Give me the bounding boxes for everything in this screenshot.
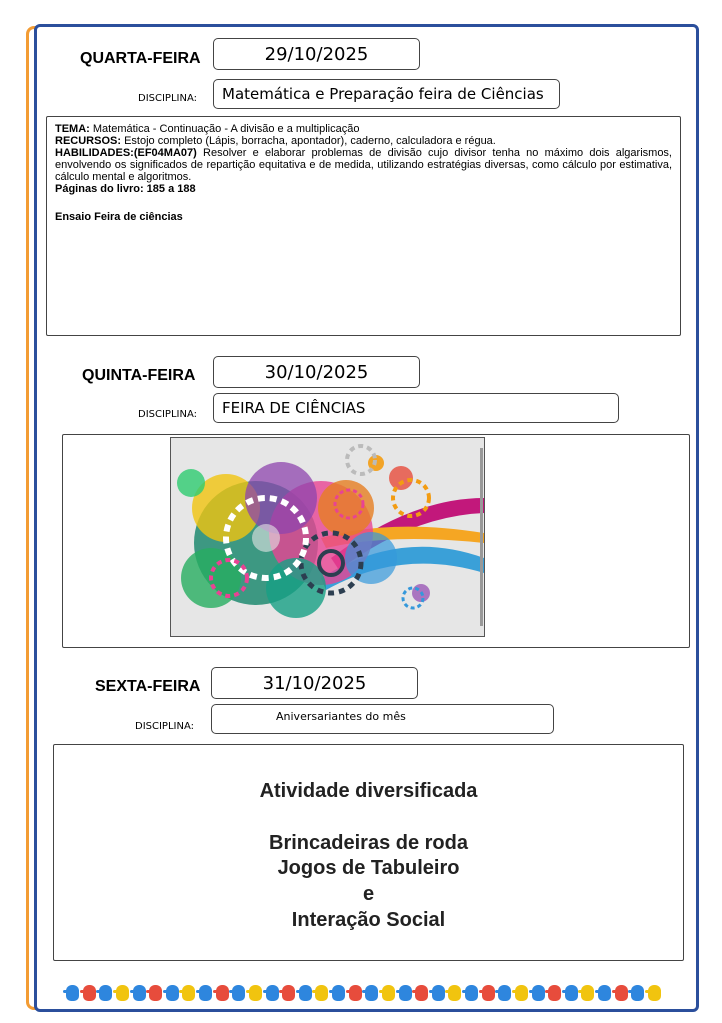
hand-icon xyxy=(382,985,395,1001)
hand-icon xyxy=(116,985,129,1001)
hand-icon xyxy=(66,985,79,1001)
hand-icon xyxy=(149,985,162,1001)
activity-line-2: Brincadeiras de roda xyxy=(269,832,468,854)
hand-icon xyxy=(648,985,661,1001)
gears-illustration xyxy=(171,438,484,636)
hand-icon xyxy=(399,985,412,1001)
hand-icon xyxy=(249,985,262,1001)
hand-icon xyxy=(133,985,146,1001)
hand-icon xyxy=(631,985,644,1001)
discipline-label-wednesday: DISCIPLINA: xyxy=(138,93,197,104)
date-box-friday: 31/10/2025 xyxy=(211,667,418,699)
hands-border-decoration xyxy=(66,985,661,1005)
date-box-wednesday: 29/10/2025 xyxy=(213,38,420,70)
discipline-box-thursday: FEIRA DE CIÊNCIAS xyxy=(213,393,619,423)
hand-icon xyxy=(515,985,528,1001)
hand-icon xyxy=(99,985,112,1001)
paginas-line: Páginas do livro: 185 a 188 xyxy=(55,183,196,195)
hand-icon xyxy=(365,985,378,1001)
day-title-thursday: QUINTA-FEIRA xyxy=(82,367,196,384)
hand-icon xyxy=(282,985,295,1001)
hand-icon xyxy=(615,985,628,1001)
hand-icon xyxy=(182,985,195,1001)
hand-icon xyxy=(166,985,179,1001)
hand-icon xyxy=(565,985,578,1001)
hand-icon xyxy=(349,985,362,1001)
day-title-wednesday: QUARTA-FEIRA xyxy=(80,50,201,67)
hand-icon xyxy=(83,985,96,1001)
content-box-friday xyxy=(53,744,684,961)
hand-icon xyxy=(498,985,511,1001)
ensaio-line: Ensaio Feira de ciências xyxy=(55,211,183,223)
hand-icon xyxy=(598,985,611,1001)
hand-icon xyxy=(315,985,328,1001)
discipline-box-wednesday: Matemática e Preparação feira de Ciências xyxy=(213,79,560,109)
content-box-thursday xyxy=(62,434,690,648)
hand-icon xyxy=(332,985,345,1001)
hand-icon xyxy=(532,985,545,1001)
hand-icon xyxy=(448,985,461,1001)
hand-icon xyxy=(465,985,478,1001)
hand-icon xyxy=(482,985,495,1001)
activity-line-3: Jogos de Tabuleiro xyxy=(277,857,460,879)
hand-icon xyxy=(232,985,245,1001)
hand-icon xyxy=(299,985,312,1001)
discipline-box-friday: Aniversariantes do mês xyxy=(211,704,554,734)
tema-line: TEMA: Matemática - Continuação - A divisão e a multiplicação xyxy=(55,123,360,135)
habilidades-line: HABILIDADES:(EF04MA07) Resolver e elaborar problemas de divisão cujo divisor tenha no máximo dois algarismos, envolvendo os significados de repartição equitativa e de medida, utilizando estratégias diversas, como cálculo por estimativa, cálculo mental e algoritmos. xyxy=(55,147,672,183)
date-box-thursday: 30/10/2025 xyxy=(213,356,420,388)
hand-icon xyxy=(415,985,428,1001)
hand-icon xyxy=(199,985,212,1001)
activity-line-1: Atividade diversificada xyxy=(259,780,478,802)
day-title-friday: SEXTA-FEIRA xyxy=(95,678,201,695)
hand-icon xyxy=(266,985,279,1001)
discipline-label-friday: DISCIPLINA: xyxy=(135,721,194,732)
discipline-label-thursday: DISCIPLINA: xyxy=(138,409,197,420)
recursos-line: RECURSOS: Estojo completo (Lápis, borracha, apontador), caderno, calculadora e régua. xyxy=(55,135,496,147)
content-box-wednesday xyxy=(46,116,681,336)
hand-icon xyxy=(432,985,445,1001)
hand-icon xyxy=(581,985,594,1001)
hand-icon xyxy=(216,985,229,1001)
activity-line-5: Interação Social xyxy=(291,909,446,931)
science-fair-gears-image xyxy=(170,437,485,637)
activity-line-4: e xyxy=(362,883,375,905)
hand-icon xyxy=(548,985,561,1001)
